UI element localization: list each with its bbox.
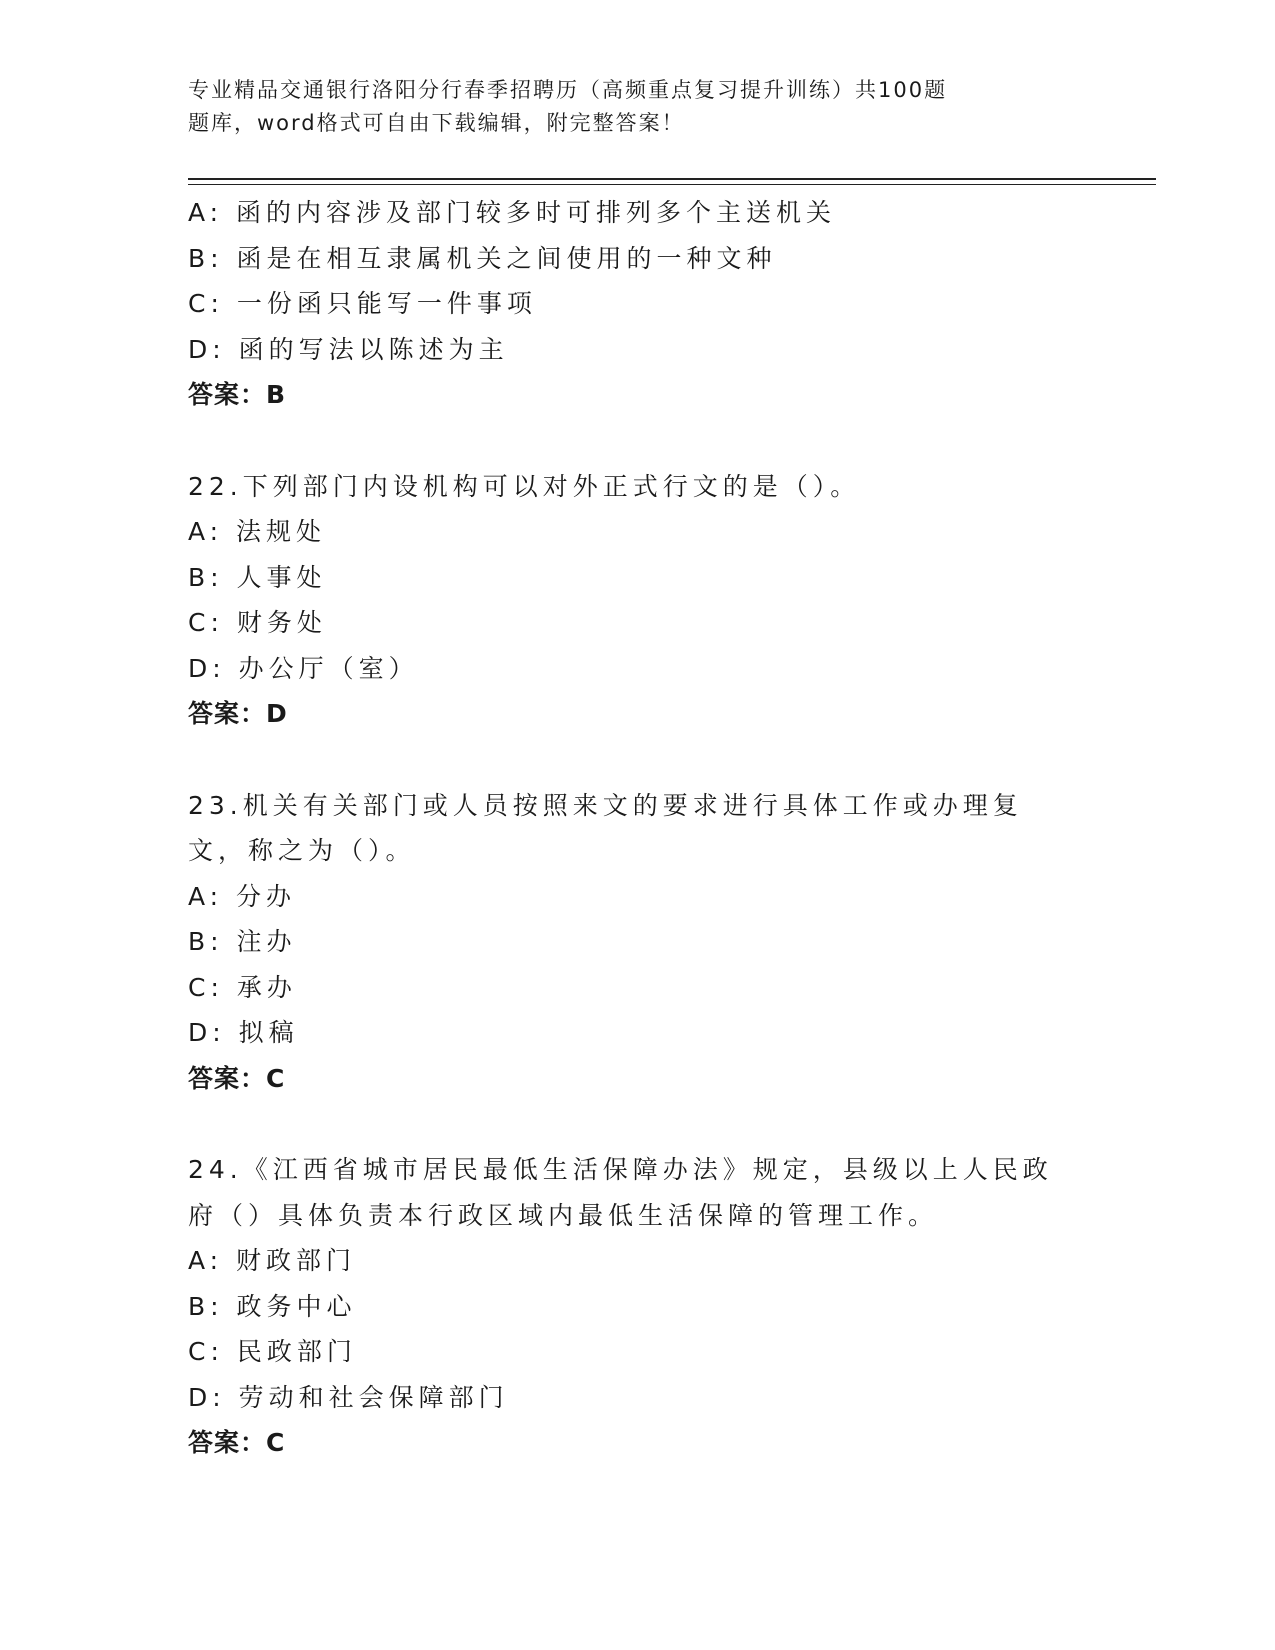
option-c: C: 一份函只能写一件事项 <box>188 289 537 318</box>
question-block-continued <box>188 190 1088 418</box>
option-d: D: 拟稿 <box>188 1018 299 1047</box>
question-block-23 <box>188 783 1088 1102</box>
answer-line: 答案：C <box>188 1063 286 1093</box>
option-c: C: 民政部门 <box>188 1337 357 1366</box>
option-a: A: 法规处 <box>188 517 327 546</box>
option-d: D: 劳动和社会保障部门 <box>188 1382 509 1412</box>
option-a: A: 函的内容涉及部门较多时可排列多个主送机关 <box>188 198 837 227</box>
question-text: 22.下列部门内设机构可以对外正式行文的是（）。 <box>188 471 861 501</box>
header-rule-thin <box>188 184 1156 185</box>
answer-line: 答案：D <box>188 699 288 728</box>
header-line-1: 专业精品交通银行洛阳分行春季招聘历（高频重点复习提升训练）共100题 <box>188 78 948 102</box>
option-d: D: 函的写法以陈述为主 <box>188 334 509 364</box>
option-a: A: 财政部门 <box>188 1246 357 1275</box>
question-list <box>188 190 1088 1466</box>
question-text: 24.《江西省城市居民最低生活保障办法》规定，县级以上人民政府（）具体负责本行政区域内最低生活保障的管理工作。 <box>188 1155 1053 1230</box>
question-block-24 <box>188 1147 1088 1466</box>
option-b: B: 人事处 <box>188 562 327 592</box>
header-line-2: 题库，word格式可自由下载编辑，附完整答案！ <box>188 111 685 135</box>
option-c: C: 财务处 <box>188 608 327 637</box>
option-b: B: 函是在相互隶属机关之间使用的一种文种 <box>188 243 777 273</box>
answer-line: 答案：C <box>188 1428 286 1457</box>
option-b: B: 政务中心 <box>188 1291 357 1321</box>
option-b: B: 注办 <box>188 927 297 956</box>
answer-line: 答案：B <box>188 380 287 409</box>
option-c: C: 承办 <box>188 972 297 1002</box>
question-block-22 <box>188 464 1088 737</box>
option-d: D: 办公厅（室） <box>188 653 419 683</box>
header-rule-thick <box>188 178 1156 180</box>
document-header <box>188 74 1028 140</box>
question-text: 23.机关有关部门或人员按照来文的要求进行具体工作或办理复文，称之为（）。 <box>188 790 1023 865</box>
option-a: A: 分办 <box>188 881 297 911</box>
